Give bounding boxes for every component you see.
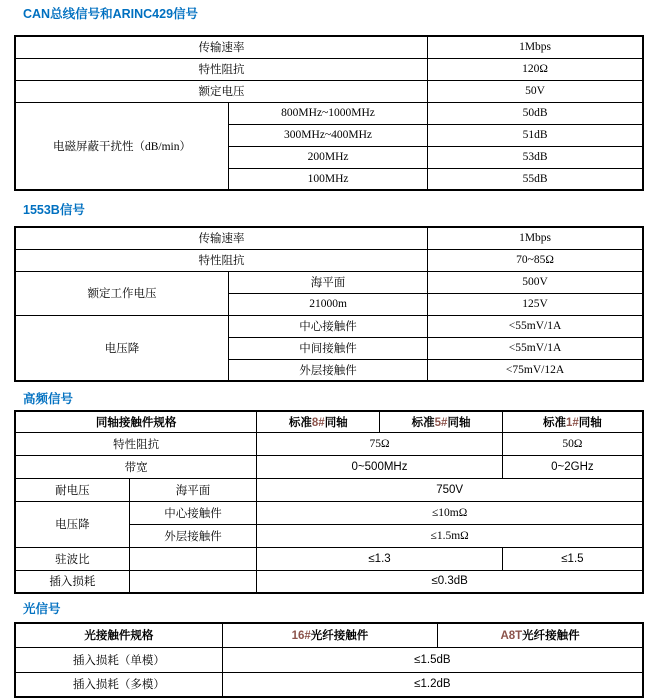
- empty-cell: [129, 570, 256, 593]
- table-1553b-specs: [14, 226, 644, 382]
- table-row: [15, 315, 643, 337]
- column-header: 同轴接触件规格: [15, 411, 257, 432]
- column-header: [438, 623, 643, 647]
- table-row: [15, 432, 643, 455]
- header-text: 同轴: [578, 416, 602, 429]
- section-title-high-frequency: 高频信号: [23, 392, 74, 406]
- row-label: 电压降: [15, 315, 229, 381]
- value: ≤1.5: [502, 547, 643, 570]
- sub-label: 中间接触件: [229, 337, 428, 359]
- column-header: [257, 411, 380, 432]
- header-code-text: 16#: [291, 630, 311, 643]
- column-header: 光接触件规格: [15, 623, 222, 647]
- header-text: 标准: [411, 416, 435, 429]
- empty-cell: [129, 547, 256, 570]
- header-text: 光纤接触件: [522, 630, 580, 643]
- value: ≤0.3dB: [257, 570, 643, 593]
- table-row: [15, 647, 643, 672]
- table-row: [15, 672, 643, 697]
- table-row: [15, 249, 643, 271]
- value: 55dB: [428, 168, 643, 190]
- row-label: 插入损耗（多模）: [15, 672, 222, 697]
- header-text: 同轴: [447, 416, 471, 429]
- value: 125V: [428, 293, 643, 315]
- table-row: [15, 547, 643, 570]
- row-label: 电磁屏蔽干扰性（dB/min）: [15, 102, 229, 190]
- sub-label: 100MHz: [229, 168, 428, 190]
- value: ≤1.3: [257, 547, 503, 570]
- sub-label: 800MHz~1000MHz: [229, 102, 428, 124]
- section-title-1553b: 1553B信号: [23, 203, 85, 217]
- sub-label: 中心接触件: [129, 501, 256, 524]
- table-row: [15, 80, 643, 102]
- value: 0~2GHz: [502, 455, 643, 478]
- column-header: [502, 411, 643, 432]
- column-header: [222, 623, 437, 647]
- row-label: 驻波比: [15, 547, 129, 570]
- value: <75mV/12A: [428, 359, 643, 381]
- header-code-text: 5#: [434, 416, 448, 429]
- header-code-text: A8T: [500, 630, 523, 643]
- value: 750V: [257, 478, 643, 501]
- row-label: 传输速率: [15, 227, 428, 249]
- value: 51dB: [428, 124, 643, 146]
- table-row: [15, 501, 643, 524]
- value: 120Ω: [428, 58, 643, 80]
- row-label: 耐电压: [15, 478, 129, 501]
- value: 500V: [428, 271, 643, 293]
- sub-label: 外层接触件: [229, 359, 428, 381]
- section-title-optical: 光信号: [23, 602, 61, 616]
- table-row: [15, 102, 643, 124]
- table-can-arinc429-specs: [14, 35, 644, 191]
- header-text: 标准: [542, 416, 566, 429]
- table-row: [15, 478, 643, 501]
- table-row: [15, 570, 643, 593]
- sub-label: 中心接触件: [229, 315, 428, 337]
- value: 1Mbps: [428, 227, 643, 249]
- value: 1Mbps: [428, 36, 643, 58]
- column-header: [380, 411, 502, 432]
- row-label: 额定工作电压: [15, 271, 229, 315]
- sub-label: 外层接触件: [129, 524, 256, 547]
- value: <55mV/1A: [428, 315, 643, 337]
- section-title-can-arinc429: CAN总线信号和ARINC429信号: [23, 7, 199, 21]
- header-code-text: 8#: [311, 416, 325, 429]
- table-row: [15, 455, 643, 478]
- row-label: 电压降: [15, 501, 129, 547]
- table-row: [15, 36, 643, 58]
- row-label: 带宽: [15, 455, 257, 478]
- row-label: 特性阻抗: [15, 432, 257, 455]
- value: 50Ω: [502, 432, 643, 455]
- row-label: 额定电压: [15, 80, 428, 102]
- table-row: [15, 623, 643, 647]
- table-high-frequency-specs: [14, 410, 644, 594]
- row-label: 插入损耗: [15, 570, 129, 593]
- value: 50V: [428, 80, 643, 102]
- table-row: [15, 271, 643, 293]
- row-label: 传输速率: [15, 36, 428, 58]
- sub-label: 21000m: [229, 293, 428, 315]
- sub-label: 海平面: [229, 271, 428, 293]
- header-text: 同轴: [324, 416, 348, 429]
- table-optical-specs: [14, 622, 644, 698]
- value: ≤1.5mΩ: [257, 524, 643, 547]
- value: ≤1.5dB: [222, 647, 643, 672]
- table-row: [15, 58, 643, 80]
- sub-label: 200MHz: [229, 146, 428, 168]
- row-label: 特性阻抗: [15, 58, 428, 80]
- value: ≤10mΩ: [257, 501, 643, 524]
- value: ≤1.2dB: [222, 672, 643, 697]
- header-text: 标准: [288, 416, 312, 429]
- value: <55mV/1A: [428, 337, 643, 359]
- value: 70~85Ω: [428, 249, 643, 271]
- value: 75Ω: [257, 432, 503, 455]
- sub-label: 300MHz~400MHz: [229, 124, 428, 146]
- table-row: [15, 411, 643, 432]
- value: 53dB: [428, 146, 643, 168]
- sub-label: 海平面: [129, 478, 256, 501]
- row-label: 插入损耗（单模）: [15, 647, 222, 672]
- table-row: [15, 227, 643, 249]
- header-text: 光纤接触件: [310, 630, 369, 643]
- value: 0~500MHz: [257, 455, 503, 478]
- value: 50dB: [428, 102, 643, 124]
- header-code-text: 1#: [565, 416, 579, 429]
- row-label: 特性阻抗: [15, 249, 428, 271]
